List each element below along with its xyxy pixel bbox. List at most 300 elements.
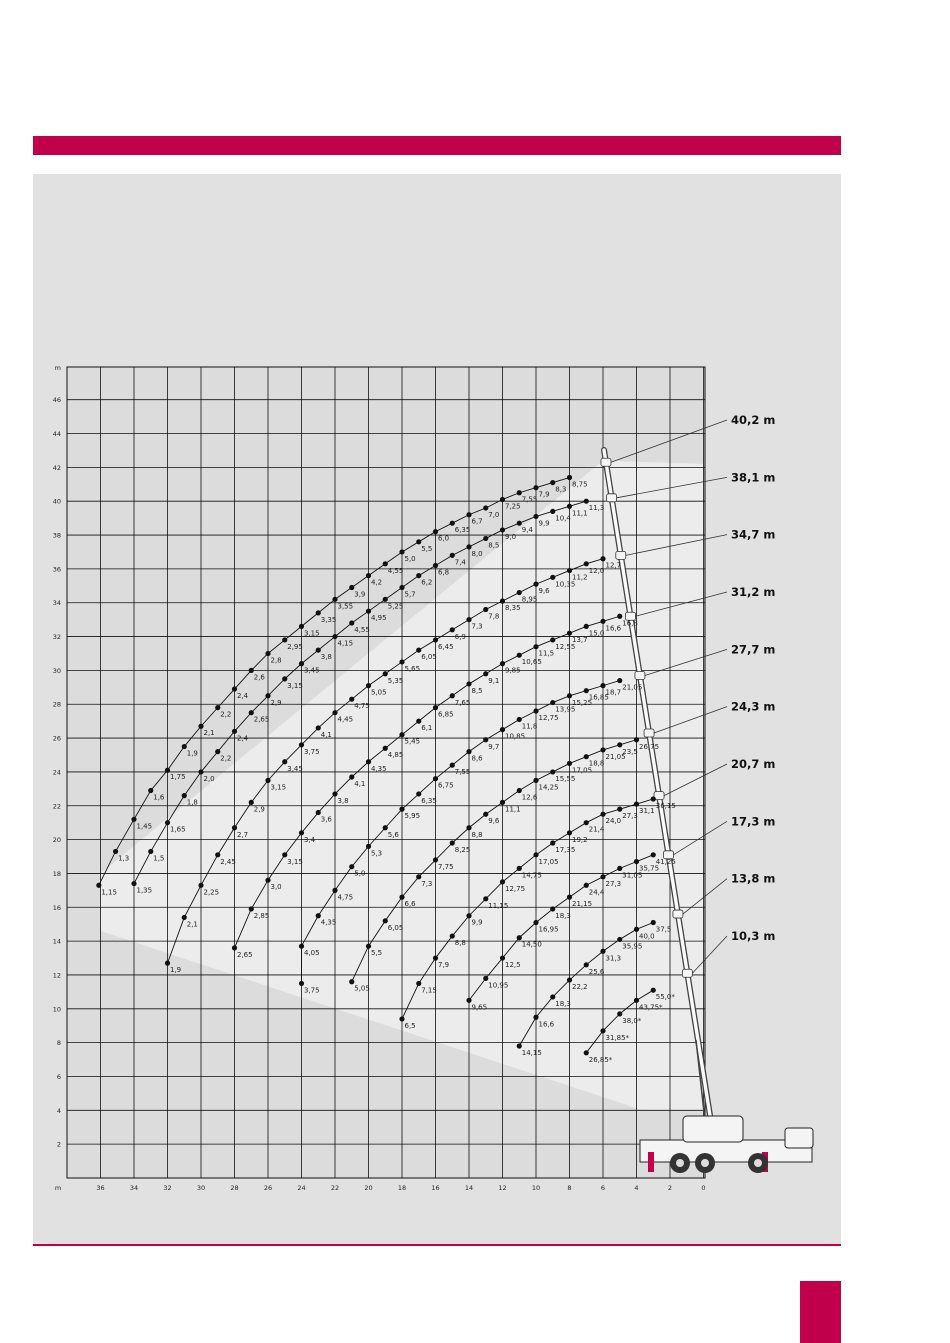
load-point (450, 693, 455, 698)
load-point (550, 509, 555, 514)
load-value-label: 2,4 (237, 734, 249, 743)
load-point (567, 631, 572, 636)
load-value-label: 18,3 (555, 999, 571, 1008)
load-point (567, 693, 572, 698)
load-value-label: 17,05 (572, 766, 593, 775)
load-value-label: 16,8 (622, 619, 638, 628)
y-tick-label: 38 (52, 531, 61, 540)
load-value-label: 2,65 (237, 950, 253, 959)
load-point (634, 998, 639, 1003)
load-point (383, 746, 388, 751)
load-value-label: 40,0 (639, 932, 655, 941)
load-value-label: 4,1 (354, 779, 366, 788)
load-point (634, 927, 639, 932)
load-point (450, 627, 455, 632)
x-tick-label: 34 (129, 1184, 139, 1192)
load-point (600, 874, 605, 879)
y-tick-label: 22 (52, 802, 61, 811)
load-value-label: 2,2 (220, 710, 232, 719)
load-value-label: 10,35 (555, 580, 576, 589)
y-tick-label: 30 (52, 666, 61, 675)
load-value-label: 2,0 (203, 774, 215, 783)
load-value-label: 8,8 (471, 830, 483, 839)
load-value-label: 6,35 (421, 796, 437, 805)
load-value-label: 43,75* (639, 1003, 663, 1012)
load-value-label: 18,3 (555, 911, 571, 920)
load-value-label: 8,25 (454, 845, 471, 854)
load-value-label: 9,7 (488, 742, 500, 751)
load-value-label: 1,65 (170, 825, 186, 834)
boom-length-label: 20,7 m (731, 757, 776, 771)
load-value-label: 7,9 (438, 961, 450, 970)
load-value-label: 3,0 (270, 883, 282, 892)
load-point (634, 859, 639, 864)
x-tick-label: 18 (397, 1184, 407, 1192)
load-value-label: 5,0 (404, 554, 416, 563)
load-point (383, 597, 388, 602)
load-value-label: 3,45 (304, 666, 320, 675)
load-value-label: 16,6 (538, 1020, 555, 1029)
load-point (550, 700, 555, 705)
load-value-label: 2,4 (237, 692, 249, 701)
load-point (383, 561, 388, 566)
load-point (533, 1015, 538, 1020)
load-value-label: 9,1 (488, 676, 500, 685)
load-value-label: 18,7 (605, 688, 622, 697)
load-point (383, 825, 388, 830)
load-value-label: 4,35 (371, 764, 387, 773)
load-value-label: 2,2 (220, 754, 232, 763)
load-value-label: 5,05 (371, 688, 387, 697)
load-value-label: 2,95 (287, 642, 303, 651)
load-point (433, 563, 438, 568)
load-value-label: 3,35 (320, 615, 337, 624)
load-value-label: 14,50 (521, 940, 542, 949)
wheel-hub (754, 1159, 762, 1167)
load-point (316, 913, 321, 918)
load-point (198, 724, 203, 729)
load-value-label: 5,6 (387, 830, 399, 839)
load-point (316, 610, 321, 615)
load-value-label: 7,55 (454, 768, 471, 777)
load-point (617, 1011, 622, 1016)
y-tick-label: 20 (52, 836, 61, 845)
load-value-label: 5,7 (404, 590, 416, 599)
load-value-label: 15,55 (555, 774, 576, 783)
load-point (517, 935, 522, 940)
y-tick-label: 42 (52, 463, 61, 472)
load-value-label: 6,5 (404, 1021, 416, 1030)
load-point (366, 683, 371, 688)
load-point (215, 705, 220, 710)
load-point (567, 504, 572, 509)
load-value-label: 3,6 (320, 815, 332, 824)
superstructure (683, 1116, 743, 1142)
load-value-label: 6,05 (421, 653, 437, 662)
x-tick-label: 12 (498, 1184, 507, 1192)
load-point (399, 732, 404, 737)
boom-section-head (616, 551, 626, 559)
load-value-label: 4,55 (387, 566, 404, 575)
load-point (600, 1028, 605, 1033)
load-value-label: 5,35 (387, 676, 404, 685)
load-point (584, 624, 589, 629)
load-point (550, 994, 555, 999)
load-point (567, 830, 572, 835)
load-point (483, 536, 488, 541)
boom-length-label: 31,2 m (731, 585, 776, 599)
load-point (232, 729, 237, 734)
load-value-label: 6,05 (387, 923, 404, 932)
load-point (433, 776, 438, 781)
load-point (299, 661, 304, 666)
load-value-label: 18,8 (588, 759, 605, 768)
load-value-label: 7,65 (454, 698, 471, 707)
y-tick-label: 6 (56, 1072, 61, 1081)
load-value-label: 15,0 (588, 629, 605, 638)
load-point (533, 582, 538, 587)
load-value-label: 55,0* (655, 993, 675, 1002)
load-point (584, 820, 589, 825)
load-point (299, 830, 304, 835)
load-point (349, 774, 354, 779)
load-point (131, 881, 136, 886)
load-point (416, 791, 421, 796)
load-point (466, 512, 471, 517)
y-tick-label: 28 (52, 700, 61, 709)
load-point (215, 749, 220, 754)
y-tick-label: 12 (52, 971, 61, 980)
load-point (316, 725, 321, 730)
load-point (332, 710, 337, 715)
y-tick-label: 46 (52, 396, 61, 405)
load-value-label: 2,65 (253, 715, 270, 724)
load-value-label: 11,8 (521, 722, 538, 731)
load-point (600, 949, 605, 954)
load-value-label: 11,2 (572, 573, 588, 582)
load-point (282, 637, 287, 642)
load-point (282, 676, 287, 681)
load-point (567, 895, 572, 900)
load-point (265, 878, 270, 883)
load-point (316, 647, 321, 652)
load-point (500, 661, 505, 666)
load-point (600, 747, 605, 752)
load-value-label: 2,7 (237, 830, 249, 839)
load-value-label: 5,3 (371, 849, 383, 858)
load-value-label: 9,6 (538, 587, 550, 596)
load-point (617, 807, 622, 812)
y-tick-label: 16 (52, 903, 61, 912)
load-value-label: 13,7 (572, 636, 588, 645)
load-value-label: 6,45 (438, 642, 454, 651)
load-value-label: 11,1 (505, 805, 521, 814)
load-point (550, 575, 555, 580)
load-value-label: 4,2 (371, 578, 383, 587)
load-value-label: 21,05 (605, 752, 626, 761)
boom-length-label: 27,7 m (731, 642, 776, 657)
y-tick-label: 44 (52, 430, 61, 439)
load-value-label: 6,9 (454, 632, 466, 641)
load-point (182, 744, 187, 749)
load-value-label: 3,8 (337, 796, 349, 805)
x-tick-label: 24 (297, 1184, 306, 1192)
load-point (416, 874, 421, 879)
load-point (383, 671, 388, 676)
load-value-label: 27,3 (622, 812, 638, 821)
load-point (299, 624, 304, 629)
load-point (550, 637, 555, 642)
load-value-label: 8,5 (488, 541, 500, 550)
x-tick-label: 0 (701, 1184, 706, 1192)
load-point (113, 849, 118, 854)
load-point (651, 796, 656, 801)
x-tick-label: 14 (464, 1184, 474, 1192)
load-value-label: 12,55 (555, 642, 576, 651)
load-point (232, 825, 237, 830)
load-point (332, 888, 337, 893)
load-value-label: 7,9 (538, 490, 550, 499)
load-point (433, 955, 438, 960)
load-point (600, 556, 605, 561)
boom-section-head (682, 969, 692, 977)
load-point (416, 981, 421, 986)
load-value-label: 6,8 (438, 568, 450, 577)
load-point (182, 915, 187, 920)
load-point (332, 634, 337, 639)
load-point (282, 759, 287, 764)
load-point (617, 614, 622, 619)
load-point (466, 681, 471, 686)
load-point (533, 644, 538, 649)
load-point (466, 544, 471, 549)
load-point (366, 573, 371, 578)
load-value-label: 2,45 (220, 857, 236, 866)
load-value-label: 1,3 (118, 854, 130, 863)
load-value-label: 3,15 (270, 783, 287, 792)
load-point (600, 683, 605, 688)
load-value-label: 27,3 (605, 879, 622, 888)
load-value-label: 1,9 (170, 966, 182, 975)
load-value-label: 8,75 (572, 480, 588, 489)
load-point (316, 810, 321, 815)
boom-section-head (607, 494, 617, 502)
load-value-label: 3,55 (337, 602, 354, 611)
load-point (517, 590, 522, 595)
load-value-label: 26,75 (639, 742, 660, 751)
load-value-label: 3,15 (287, 857, 303, 866)
load-point (265, 651, 270, 656)
load-value-label: 9,4 (521, 526, 533, 535)
load-point (366, 844, 371, 849)
load-point (634, 737, 639, 742)
load-point (232, 945, 237, 950)
load-value-label: 3,45 (287, 764, 303, 773)
load-point (349, 585, 354, 590)
load-point (466, 749, 471, 754)
load-point (416, 719, 421, 724)
load-value-label: 4,15 (337, 639, 354, 648)
load-point (651, 852, 656, 857)
load-point (483, 976, 488, 981)
load-value-label: 35,95 (622, 942, 643, 951)
load-value-label: 2,6 (253, 673, 265, 682)
load-point (265, 778, 270, 783)
load-value-label: 6,85 (438, 710, 454, 719)
load-value-label: 6,0 (438, 534, 450, 543)
y-tick-label: 36 (52, 565, 61, 574)
load-point (450, 521, 455, 526)
load-value-label: 2,25 (203, 888, 220, 897)
load-point (500, 527, 505, 532)
boom-length-label: 13,8 m (731, 871, 776, 886)
load-value-label: 14,25 (538, 783, 559, 792)
load-point (500, 800, 505, 805)
y-tick-label: 8 (56, 1039, 61, 1048)
load-point (416, 647, 421, 652)
load-point (249, 710, 254, 715)
load-value-label: 7,8 (488, 612, 500, 621)
load-value-label: 3,15 (287, 681, 303, 690)
load-point (399, 549, 404, 554)
load-value-label: 21,05 (622, 683, 643, 692)
load-value-label: 12,5 (505, 961, 521, 970)
load-point (617, 937, 622, 942)
load-point (332, 791, 337, 796)
load-point (550, 480, 555, 485)
load-value-label: 9,9 (538, 519, 550, 528)
load-point (517, 653, 522, 658)
boom-length-label: 17,3 m (731, 814, 776, 829)
load-value-label: 12,0 (588, 566, 605, 575)
load-point (584, 962, 589, 967)
load-point (148, 788, 153, 793)
load-point (617, 678, 622, 683)
load-value-label: 11,3 (588, 504, 605, 513)
boom-section-head (635, 671, 645, 679)
load-point (433, 857, 438, 862)
load-value-label: 3,15 (304, 629, 320, 638)
load-point (634, 801, 639, 806)
load-value-label: 8,35 (505, 604, 521, 613)
load-value-label: 7,4 (454, 558, 466, 567)
load-value-label: 11,5 (538, 649, 555, 658)
load-point (366, 609, 371, 614)
load-point (517, 717, 522, 722)
load-point (198, 883, 203, 888)
x-tick-label: 36 (96, 1184, 105, 1192)
load-point (483, 812, 488, 817)
load-value-label: 7,25 (505, 502, 521, 511)
load-point (584, 1050, 589, 1055)
load-point (349, 697, 354, 702)
load-value-label: 6,1 (421, 724, 433, 733)
load-value-label: 10,95 (488, 981, 509, 990)
x-tick-label: 2 (667, 1184, 673, 1192)
load-point (483, 505, 488, 510)
load-value-label: 8,6 (471, 754, 483, 763)
load-point (366, 944, 371, 949)
load-value-label: 21,15 (572, 900, 593, 909)
x-tick-label: 6 (600, 1184, 606, 1192)
load-point (131, 817, 136, 822)
load-point (500, 727, 505, 732)
load-point (533, 920, 538, 925)
load-value-label: 2,9 (270, 698, 282, 707)
load-value-label: 19,2 (572, 835, 588, 844)
load-point (550, 840, 555, 845)
load-value-label: 14,15 (521, 1049, 542, 1058)
load-value-label: 4,05 (304, 949, 320, 958)
load-point (500, 497, 505, 502)
load-value-label: 5,95 (404, 812, 421, 821)
load-value-label: 1,35 (136, 886, 153, 895)
load-value-label: 1,6 (153, 793, 165, 802)
load-value-label: 5,65 (404, 664, 421, 673)
load-point (584, 688, 589, 693)
x-tick-label: 10 (531, 1184, 541, 1192)
load-value-label: 11,1 (572, 509, 588, 518)
wheel-hub (701, 1159, 709, 1167)
load-point (500, 598, 505, 603)
y-tick-label: 18 (52, 869, 61, 878)
load-value-label: 22,2 (572, 983, 588, 992)
load-value-label: 15,25 (572, 698, 593, 707)
load-value-label: 5,5 (421, 544, 433, 553)
load-value-label: 3,75 (304, 747, 320, 756)
load-point (383, 918, 388, 923)
load-value-label: 4,95 (371, 614, 387, 623)
load-value-label: 10,85 (505, 732, 526, 741)
load-value-label: 1,8 (186, 798, 198, 807)
load-point (517, 788, 522, 793)
load-value-label: 4,45 (337, 715, 354, 724)
load-value-label: 4,1 (320, 730, 332, 739)
load-value-label: 4,35 (320, 918, 337, 927)
load-point (567, 475, 572, 480)
load-value-label: 4,75 (354, 702, 370, 711)
boom-length-label: 10,3 m (731, 929, 776, 943)
x-tick-label: 8 (567, 1184, 572, 1192)
y-tick-label: 14 (52, 937, 61, 946)
load-value-label: 2,9 (253, 805, 265, 814)
x-tick-label: 30 (196, 1184, 206, 1192)
x-tick-label: 26 (263, 1184, 273, 1192)
load-value-label: 4,75 (337, 893, 354, 902)
load-value-label: 11,15 (488, 901, 509, 910)
load-value-label: 31,3 (605, 954, 622, 963)
boom-length-label: 24,3 m (731, 699, 776, 714)
load-value-label: 7,15 (421, 986, 437, 995)
load-value-label: 1,15 (101, 888, 117, 897)
load-point (215, 852, 220, 857)
outrigger-front (648, 1152, 654, 1172)
load-value-label: 31,1 (639, 807, 655, 816)
load-value-label: 7,3 (421, 879, 433, 888)
load-value-label: 7,75 (438, 862, 454, 871)
load-point (584, 499, 589, 504)
load-point (148, 849, 153, 854)
boom-section-head (644, 729, 654, 737)
load-value-label: 8,95 (521, 595, 538, 604)
load-point (600, 619, 605, 624)
load-point (450, 553, 455, 558)
load-value-label: 9,9 (471, 918, 483, 927)
load-value-label: 5,0 (354, 869, 366, 878)
load-value-label: 3,4 (304, 835, 316, 844)
load-point (399, 585, 404, 590)
y-axis-label: m (54, 364, 61, 372)
